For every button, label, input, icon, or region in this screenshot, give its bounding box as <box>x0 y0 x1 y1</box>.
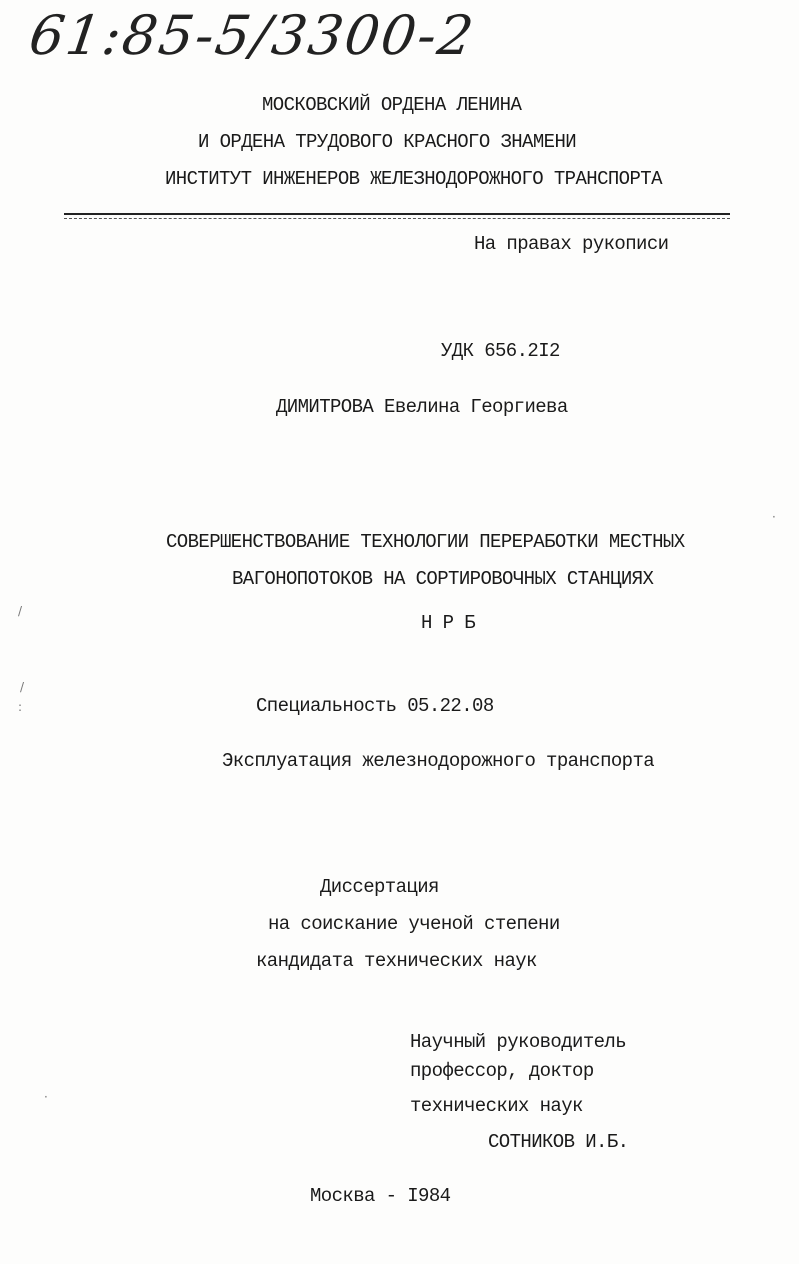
degree-line-3: кандидата технических наук <box>256 950 537 972</box>
supervisor-line-1: Научный руководитель <box>410 1031 627 1053</box>
scan-speck: / <box>18 604 23 618</box>
institution-line-2: И ОРДЕНА ТРУДОВОГО КРАСНОГО ЗНАМЕНИ <box>198 131 577 153</box>
scan-speck: : <box>18 700 23 714</box>
degree-line-1: Диссертация <box>320 876 439 898</box>
udc-code: УДК 656.2I2 <box>441 340 560 362</box>
header-divider-shadow <box>64 218 730 219</box>
author-name: ДИМИТРОВА Евелина Георгиева <box>276 396 568 418</box>
title-line-1: СОВЕРШЕНСТВОВАНИЕ ТЕХНОЛОГИИ ПЕРЕРАБОТКИ МЕСТНЫХ <box>166 531 685 553</box>
title-line-2: ВАГОНОПОТОКОВ НА СОРТИРОВОЧНЫХ СТАНЦИЯХ <box>232 568 654 590</box>
specialty-code: Специальность 05.22.08 <box>256 695 494 717</box>
place-year: Москва - I984 <box>310 1185 451 1207</box>
scan-speck: · <box>772 510 776 524</box>
supervisor-line-3: технических наук <box>410 1095 583 1117</box>
degree-line-2: на соискание ученой степени <box>268 913 560 935</box>
supervisor-name: СОТНИКОВ И.Б. <box>488 1131 629 1153</box>
title-line-3: Н Р Б <box>421 612 476 634</box>
supervisor-line-2: профессор, доктор <box>410 1060 594 1082</box>
scan-speck: · <box>44 1090 48 1104</box>
scan-speck: / <box>20 680 25 694</box>
institution-line-1: МОСКОВСКИЙ ОРДЕНА ЛЕНИНА <box>262 94 522 116</box>
header-divider <box>64 213 730 215</box>
specialty-name: Эксплуатация железнодорожного транспорта <box>222 750 655 772</box>
archive-mark: 61:85-5/3300-2 <box>25 4 479 67</box>
institution-line-3: ИНСТИТУТ ИНЖЕНЕРОВ ЖЕЛЕЗНОДОРОЖНОГО ТРАНСПОРТА <box>165 168 662 190</box>
rights-note: На правах рукописи <box>474 233 669 255</box>
